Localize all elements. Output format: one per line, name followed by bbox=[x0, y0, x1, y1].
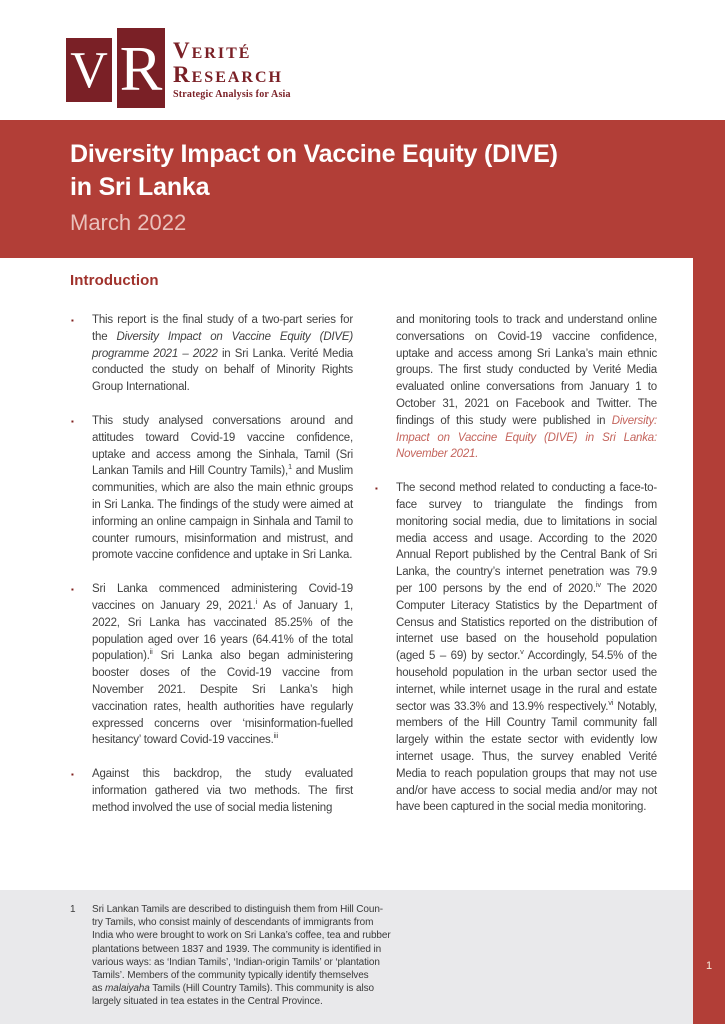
logo-tagline: Strategic Analysis for Asia bbox=[173, 89, 291, 100]
bullet-marker: ▪ bbox=[375, 484, 378, 494]
text-segment: As of January 1, 2022, Sri Lanka has vaccinated 85.25% of the population aged over 16 years (64.41% of the total population). bbox=[92, 599, 353, 663]
text-segment: Sri Lankan Tamils are described to distinguish them from Hill Coun- bbox=[92, 904, 384, 915]
text-segment: India who were brought to work on Sri Lanka’s coffee, tea and rubber bbox=[92, 930, 391, 942]
bullet-paragraph bbox=[70, 766, 353, 816]
bullet-paragraph bbox=[374, 480, 657, 816]
footnote-reference: ii bbox=[149, 647, 153, 657]
footnote-reference: vi bbox=[608, 697, 614, 707]
logo-name-initial: V bbox=[173, 38, 192, 63]
footnote-reference: iv bbox=[595, 580, 601, 590]
bullet-paragraph bbox=[70, 312, 353, 396]
report-title bbox=[70, 138, 558, 204]
two-column-layout bbox=[70, 312, 657, 834]
bullet-marker: ▪ bbox=[71, 416, 74, 426]
text-segment: Diversity Impact on Vaccine Equity (DIVE) programme 2021 – 2022 bbox=[92, 330, 353, 360]
bullet-marker: ▪ bbox=[71, 770, 74, 780]
left-column bbox=[70, 312, 353, 834]
footnote-row bbox=[70, 903, 432, 1009]
footnote-line bbox=[92, 903, 432, 916]
logo-r-block bbox=[117, 28, 165, 108]
footnote-reference: iii bbox=[273, 731, 278, 741]
text-segment: Accordingly, 54.5% of the household population in the urban sector used the internet, while internet usage in the rural and estate sector was 33.3% and 13.9% respectively. bbox=[396, 650, 657, 713]
report-title-line1: Diversity Impact on Vaccine Equity (DIVE) bbox=[70, 140, 558, 168]
footnote-band bbox=[0, 890, 693, 1024]
text-segment: Sri Lanka also began administering booster doses of the Covid-19 vaccine from November 2021. Despite Sri Lanka’s high vaccination rates, health authorities have regularly expressed concerns over ‘misinformation-fuelled hesitancy’ toward Covid-19 vaccines. bbox=[92, 650, 353, 747]
logo-monogram bbox=[66, 28, 166, 110]
right-column bbox=[374, 312, 657, 834]
right-rail bbox=[693, 120, 725, 1024]
logo-v-block bbox=[66, 38, 112, 102]
bullet-marker: ▪ bbox=[71, 585, 74, 595]
page-number: 1 bbox=[705, 960, 713, 972]
footnote-line bbox=[92, 929, 432, 942]
title-band bbox=[0, 120, 725, 258]
footnote-line bbox=[92, 943, 432, 956]
text-segment: various ways: as ‘Indian Tamils’, ‘Indian-origin Tamils’ or ‘plantation bbox=[92, 956, 380, 968]
footnote-number: 1 bbox=[70, 904, 76, 915]
paragraph bbox=[374, 312, 657, 463]
footnote-reference: 1 bbox=[288, 462, 293, 472]
text-segment: The second method related to conducting a face-to-face survey to triangulate the findings from monitoring social media, due to limitations in social media access and usage. According to the 2020 Annual Report published by the Central Bank of Sri Lanka, the country’s internet penetration was 79.9 per 100 persons by the end of 2020. bbox=[396, 482, 657, 595]
text-segment: Sri Lanka commenced administering Covid-19 vaccines on January 29, 2021. bbox=[92, 583, 353, 612]
logo-letter-v: V bbox=[70, 42, 108, 99]
logo-wordmark bbox=[173, 28, 291, 110]
text-segment: Tamils (Hill Country Tamils). This community is also bbox=[149, 983, 374, 995]
text-segment: This study analysed conversations around and attitudes toward Covid-19 vaccine confidence, uptake and access among the Sinhala, Tamil (Sri Lankan Tamils and Hill Country Tamils), bbox=[92, 414, 353, 478]
footnote-line bbox=[92, 982, 432, 995]
footnote-line bbox=[92, 995, 432, 1008]
footnote-reference: i bbox=[255, 597, 258, 607]
text-segment: This report is the final study of a two-part series for the bbox=[92, 314, 353, 343]
text-segment: The 2020 Computer Literacy Statistics by the Department of Census and Statistics reported on the distribution of internet use based on the household population (aged 5 – 69) by sector. bbox=[396, 582, 657, 663]
section-heading-introduction: Introduction bbox=[70, 272, 159, 289]
text-segment: Against this backdrop, the study evaluated information gathered via two methods. The first method involved the use of social media listening bbox=[92, 768, 353, 814]
logo-name-rest: ESEARCH bbox=[191, 69, 283, 86]
text-segment: try Tamils, who consist mainly of descendants of immigrants from bbox=[92, 917, 374, 929]
text-segment: largely situated in tea estates in the Central Province. bbox=[92, 996, 323, 1008]
logo-name-line2 bbox=[173, 64, 291, 88]
text-segment: and Muslim communities, which are also the main ethnic groups in Sri Lanka. The findings of the study were aimed at informing an online campaign in Sinhala and Tamil to counter rumours, misinformation and mistrust, and promote vaccine confidence and uptake in Sri Lanka. bbox=[92, 465, 353, 562]
report-date: March 2022 bbox=[70, 210, 187, 235]
text-segment: malaiyaha bbox=[105, 983, 150, 995]
text-segment: plantations between 1837 and 1939. The community is identified in bbox=[92, 943, 382, 955]
text-segment: and monitoring tools to track and understand online conversations on Covid-19 vaccine confidence, uptake and access among Sri Lanka’s main ethnic groups. The first study conducted by Verité Media evaluated online conversations from January 1 to October 31, 2021 on Facebook and Twitter. The findings of this study were published in bbox=[396, 314, 657, 427]
logo-name-initial: R bbox=[173, 62, 192, 87]
text-segment: Tamils’. Members of the community typically identify themselves bbox=[92, 970, 369, 982]
main-content bbox=[70, 272, 657, 834]
report-title-line2: in Sri Lanka bbox=[70, 173, 210, 201]
logo-name-rest: ERITÉ bbox=[191, 45, 252, 62]
logo-letter-r: R bbox=[119, 33, 163, 104]
citation-link[interactable]: Diversity: Impact on Vaccine Equity (DIVE) in Sri Lanka: November 2021. bbox=[396, 414, 657, 461]
text-segment: in Sri Lanka. Verité Media conducted the study on behalf of Minority Rights Group International. bbox=[92, 347, 353, 394]
logo-name-line1 bbox=[173, 40, 291, 64]
bullet-marker: ▪ bbox=[71, 316, 74, 325]
footnote-line bbox=[92, 916, 432, 929]
bullet-paragraph bbox=[70, 581, 353, 749]
footnote-reference: v bbox=[520, 647, 524, 657]
footnote-line bbox=[92, 969, 432, 982]
footnote-line bbox=[92, 956, 432, 969]
verite-research-logo bbox=[66, 28, 291, 110]
footnote-text bbox=[92, 903, 432, 1009]
text-segment: Notably, members of the Hill Country Tamil community fall largely within the estate sector with evidently low internet usage. Thus, the survey enabled Verité Media to reach population groups that may not use and/or have access to social media and/or may not have been captured in the social media monitoring. bbox=[396, 700, 657, 814]
bullet-paragraph bbox=[70, 413, 353, 564]
text-segment: as bbox=[92, 983, 106, 995]
